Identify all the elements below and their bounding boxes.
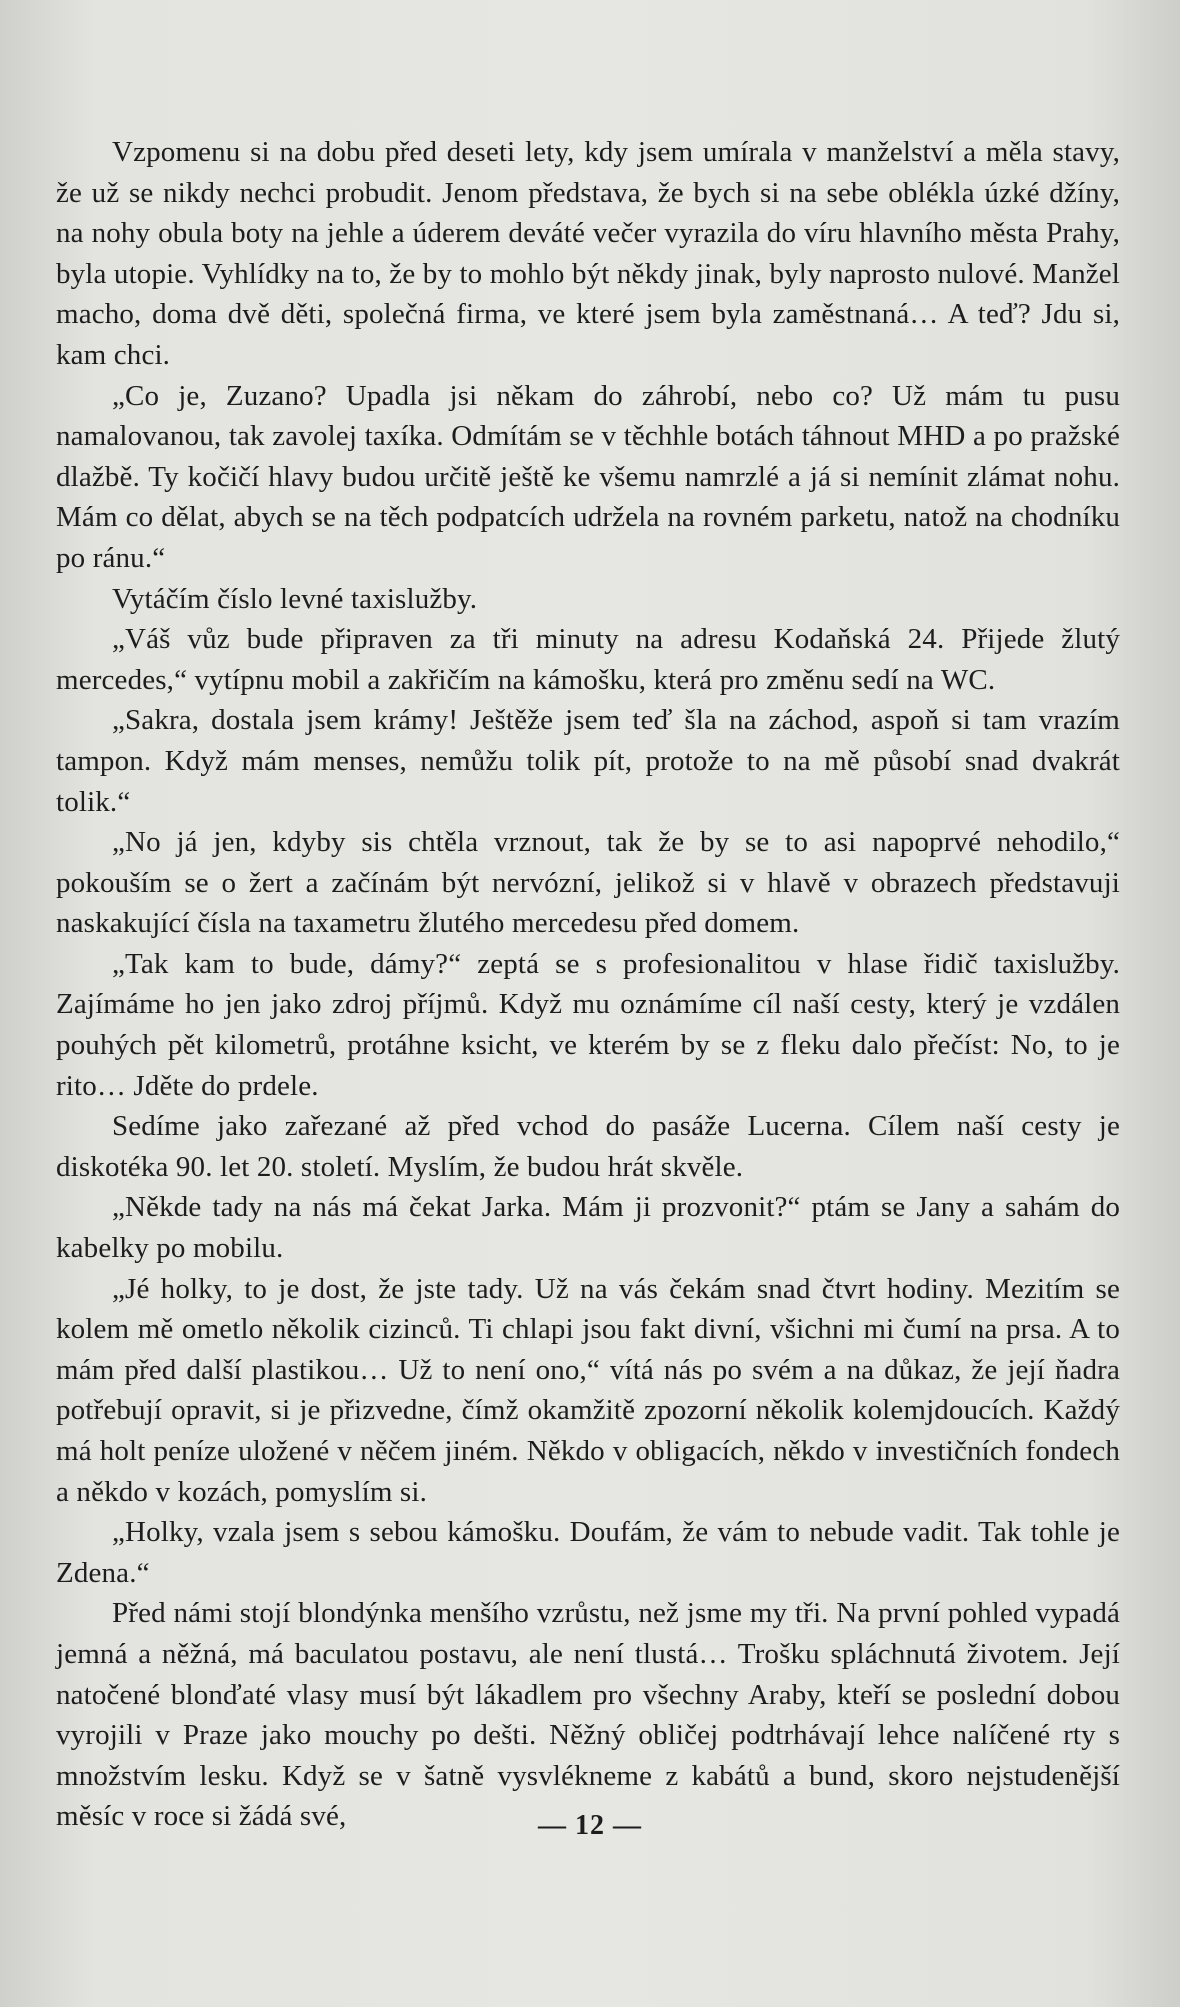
paragraph-7: „Tak kam to bude, dámy?“ zeptá se s profesionalitou v hlase řidič taxislužby. Zajímáme ho jen jako zdroj příjmů. Když mu oznámíme cíl naší cesty, který je vzdálen pouhých pět kilometrů, protáhne ksicht, ve kterém by se z fleku dalo přečíst: No, to je rito… Jděte do prdele. — [56, 947, 1120, 1102]
paragraph-11: „Holky, vzala jsem s sebou kámošku. Doufám, že vám to nebude vadit. Tak tohle je Zdena.“ — [56, 1516, 1120, 1589]
paragraph-5: „Sakra, dostala jsem krámy! Ještěže jsem teď šla na záchod, aspoň si tam vrazím tampon. Když mám menses, nemůžu tolik pít, protože to na mě působí snad dvakrát tolik.“ — [56, 704, 1120, 818]
paragraph-3: Vytáčím číslo levné taxislužby. — [112, 582, 478, 615]
page-number: — 12 — — [538, 1810, 642, 1841]
paragraph-4: „Váš vůz bude připraven za tři minuty na adresu Kodaňská 24. Přijede žlutý mercedes,“ vytípnu mobil a zakřičím na kámošku, která pro změnu sedí na WC. — [56, 623, 1120, 696]
paragraph-2: „Co je, Zuzano? Upadla jsi někam do záhrobí, nebo co? Už mám tu pusu namalovanou, tak zavolej taxíka. Odmítám se v těchhle botách táhnout MHD a po pražské dlažbě. Ty kočičí hlavy budou určitě ještě ke všemu namrzlé a já si nemínit zlámat nohu. Mám co dělat, abych se na těch podpatcích udržela na rovném parketu, natož na chodníku po ránu.“ — [56, 379, 1120, 574]
paragraph-8: Sedíme jako zařezané až před vchod do pasáže Lucerna. Cílem naší cesty je diskotéka 90. let 20. století. Myslím, že budou hrát skvěle. — [56, 1110, 1120, 1183]
paragraph-10: „Jé holky, to je dost, že jste tady. Už na vás čekám snad čtvrt hodiny. Mezitím se kolem mě ometlo několik cizinců. Ti chlapi jsou fakt divní, všichni mi čumí na prsa. A to mám před další plastikou… Už to není ono,“ vítá nás po svém a na důkaz, že její ňadra potřebují opravit, si je přizvedne, čímž okamžitě zpozorní několik kolemjdoucích. Každý má holt peníze uložené v něčem jiném. Někdo v obligacích, někdo v investičních fondech a někdo v kozách, pomyslím si. — [56, 1272, 1120, 1508]
paragraph-1: Vzpomenu si na dobu před deseti lety, kdy jsem umírala v manželství a měla stavy, že už se nikdy nechci probudit. Jenom představa, že bych si na sebe oblékla úzké džíny, na nohy obula boty na jehle a úderem deváté večer vyrazila do víru hlavního města Prahy, byla utopie. Vyhlídky na to, že by to mohlo být někdy jinak, byly naprosto nulové. Manžel macho, doma dvě děti, společná firma, ve které jsem byla zaměstnaná… A teď? Jdu si, kam chci. — [56, 136, 1120, 371]
paragraph-12: Před námi stojí blondýnka menšího vzrůstu, než jsme my tři. Na první pohled vypadá jemná a něžná, má baculatou postavu, ale není tlustá… Trošku spláchnutá životem. Její natočené blonďaté vlasy musí být lákadlem pro všechny Araby, kteří se poslední dobou vyrojili v Praze jako mouchy po dešti. Něžný obličej podtrhávají lehce nalíčené rty s množstvím lesku. Když se v šatně vysvlékneme z kabátů a bund, skoro nejstudenější měsíc v roce si žádá své, — [56, 1597, 1120, 1833]
body-text — [56, 132, 1120, 1837]
paragraph-9: „Někde tady na nás má čekat Jarka. Mám ji prozvonit?“ ptám se Jany a sahám do kabelky po mobilu. — [56, 1191, 1120, 1265]
paragraph-6: „No já jen, kdyby sis chtěla vrznout, tak že by se to asi napoprvé nehodilo,“ pokouším se o žert a začínám být nervózní, jelikož si v hlavě v obrazech představuji naskakující čísla na taxametru žlutého mercedesu před domem. — [56, 826, 1120, 940]
